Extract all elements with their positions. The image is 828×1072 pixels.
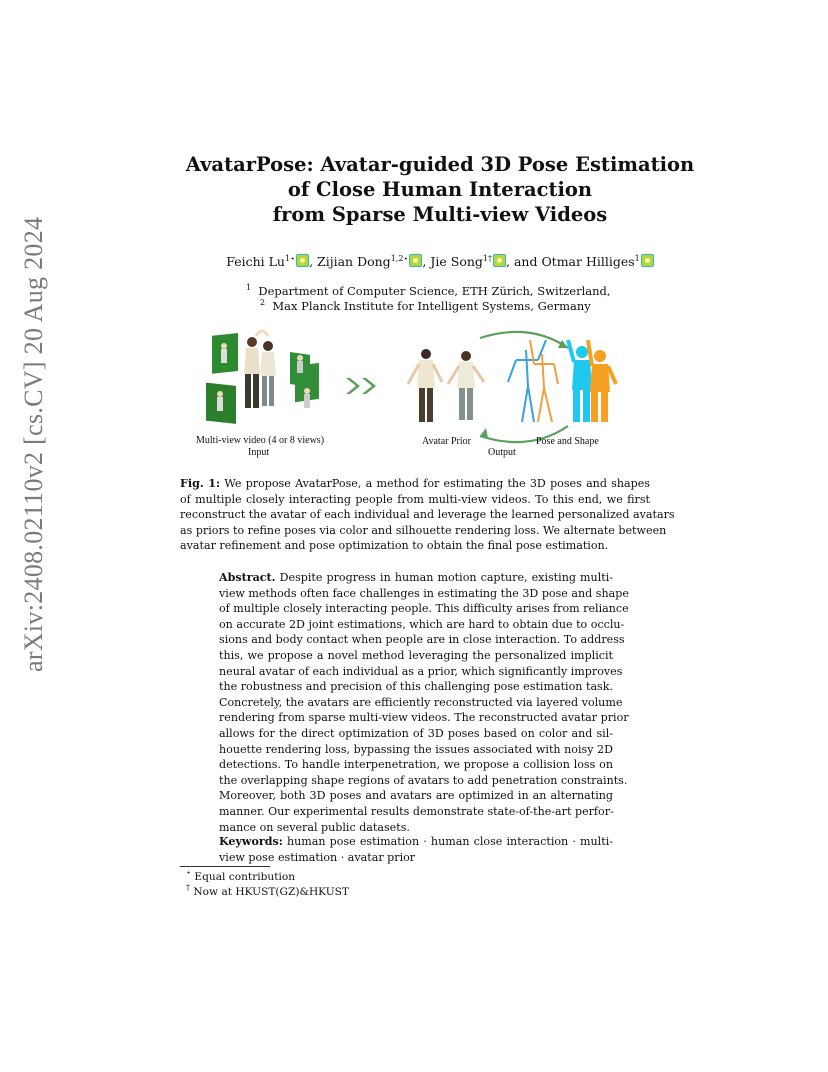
pose-skeletons [508, 340, 558, 422]
abstract-line: view methods often face challenges in estimating the 3D pose and shape [219, 586, 629, 600]
keywords-label: Keywords: [219, 835, 283, 848]
orcid-icon[interactable] [641, 254, 654, 267]
title-line-3: from Sparse Multi-view Videos [272, 203, 608, 226]
caption-line: avatar refinement and pose optimization to obtain the final pose estimation. [180, 539, 609, 553]
caption-line: We propose AvatarPose, a method for estimating the 3D poses and shapes [220, 477, 650, 490]
footnote-text: Equal contribution [194, 871, 296, 883]
abstract-line: mance on several public datasets. [219, 820, 410, 834]
orcid-icon[interactable] [409, 254, 422, 267]
caption-line: of multiple closely interacting people from multi-view videos. To this end, we first [180, 492, 650, 506]
input-label: Input [248, 447, 270, 458]
footnote-mark: ⋆ [186, 868, 192, 877]
author-separator: , and [506, 254, 542, 269]
footnote-mark: † [186, 883, 190, 892]
abstract-line: houette rendering loss, bypassing the issues associated with noisy 2D [219, 742, 613, 756]
arxiv-stamp: arXiv:2408.02110v2 [cs.CV] 20 Aug 2024 [19, 216, 48, 672]
footnote-2 [186, 883, 349, 898]
author-name: Feichi Lu [226, 254, 285, 269]
abstract-line: on accurate 2D joint estimations, which are hard to obtain due to occlu- [219, 617, 625, 631]
orcid-icon[interactable] [296, 254, 309, 267]
author-name: Jie Song [430, 254, 483, 269]
footnote-text: Now at HKUST(GZ)&HKUST [193, 886, 349, 898]
loop-arrows [480, 332, 568, 442]
abstract-line: this, we propose a novel method leveraging the personalized implicit [219, 648, 613, 662]
pose-shape-label: Pose and Shape [536, 436, 599, 447]
affiliation-sup: 1 [246, 283, 252, 292]
abstract-line: allows for the direct optimization of 3D poses based on color and sil- [219, 726, 613, 740]
author-sup: 1 [634, 254, 640, 263]
keywords-line: view pose estimation · avatar prior [219, 850, 416, 864]
avatar-prior-label: Avatar Prior [422, 436, 471, 447]
caption-line: reconstruct the avatar of each individual and leverage the learned personalized avatars [180, 508, 675, 522]
abstract-line: Moreover, both 3D poses and avatars are optimized in an alternating [219, 789, 613, 803]
abstract-line: Despite progress in human motion capture, existing multi- [275, 571, 613, 584]
input-caption: Multi-view video (4 or 8 views) [196, 435, 325, 446]
avatar-prior-people [408, 349, 484, 422]
paper-title [120, 152, 760, 227]
author-separator: , [422, 254, 431, 269]
footnote-1 [186, 868, 296, 883]
abstract-line: neural avatar of each individual as a prior, which significantly improves [219, 664, 623, 678]
author-sup: 1,2⋆ [390, 254, 409, 263]
affiliation-text: Max Planck Institute for Intelligent Systems, Germany [272, 299, 591, 313]
title-line-2: of Close Human Interaction [287, 178, 593, 201]
author-list [150, 253, 730, 269]
figure-caption [180, 476, 675, 554]
abstract [219, 570, 629, 835]
abstract-line: sions and body contact when people are in close interaction. To address [219, 633, 625, 647]
abstract-line: rendering from sparse multi-view videos. The reconstructed avatar prior [219, 711, 629, 725]
footnote-rule [180, 866, 270, 867]
affiliation-text: Department of Computer Science, ETH Zürich, Switzerland, [258, 284, 611, 298]
title-line-1: AvatarPose: Avatar-guided 3D Pose Estimation [185, 153, 695, 176]
author-sup: 1† [482, 254, 492, 263]
author-name: Otmar Hilliges [541, 254, 635, 269]
caption-label: Fig. 1: [180, 477, 221, 490]
output-label: Output [488, 447, 516, 458]
abstract-line: manner. Our experimental results demonstrate state-of-the-art perfor- [219, 804, 614, 818]
author-separator: , [309, 254, 318, 269]
author-sup: 1⋆ [284, 254, 296, 263]
author-name: Zijian Dong [317, 254, 391, 269]
orcid-icon[interactable] [493, 254, 506, 267]
abstract-line: of multiple closely interacting people. This difficulty arises from reliance [219, 602, 629, 616]
affiliation-1 [246, 284, 611, 298]
caption-line: as priors to refine poses via color and silhouette rendering loss. We alternate between [180, 523, 667, 537]
shape-meshes [568, 340, 616, 422]
abstract-line: the overlapping shape regions of avatars to add penetration constraints. [219, 773, 628, 787]
keywords [219, 834, 613, 865]
abstract-line: Concretely, the avatars are efficiently reconstructed via layered volume [219, 695, 623, 709]
double-chevron-icon [346, 378, 376, 394]
affiliation-sup: 2 [260, 298, 266, 307]
affiliation-2 [260, 299, 591, 313]
keywords-line: human pose estimation · human close interaction · multi- [282, 835, 613, 848]
abstract-label: Abstract. [219, 571, 276, 584]
abstract-line: the robustness and precision of this challenging pose estimation task. [219, 680, 613, 694]
teaser-figure [190, 326, 620, 458]
input-people [244, 331, 276, 408]
abstract-line: detections. To handle interpenetration, we propose a collision loss on [219, 758, 613, 772]
